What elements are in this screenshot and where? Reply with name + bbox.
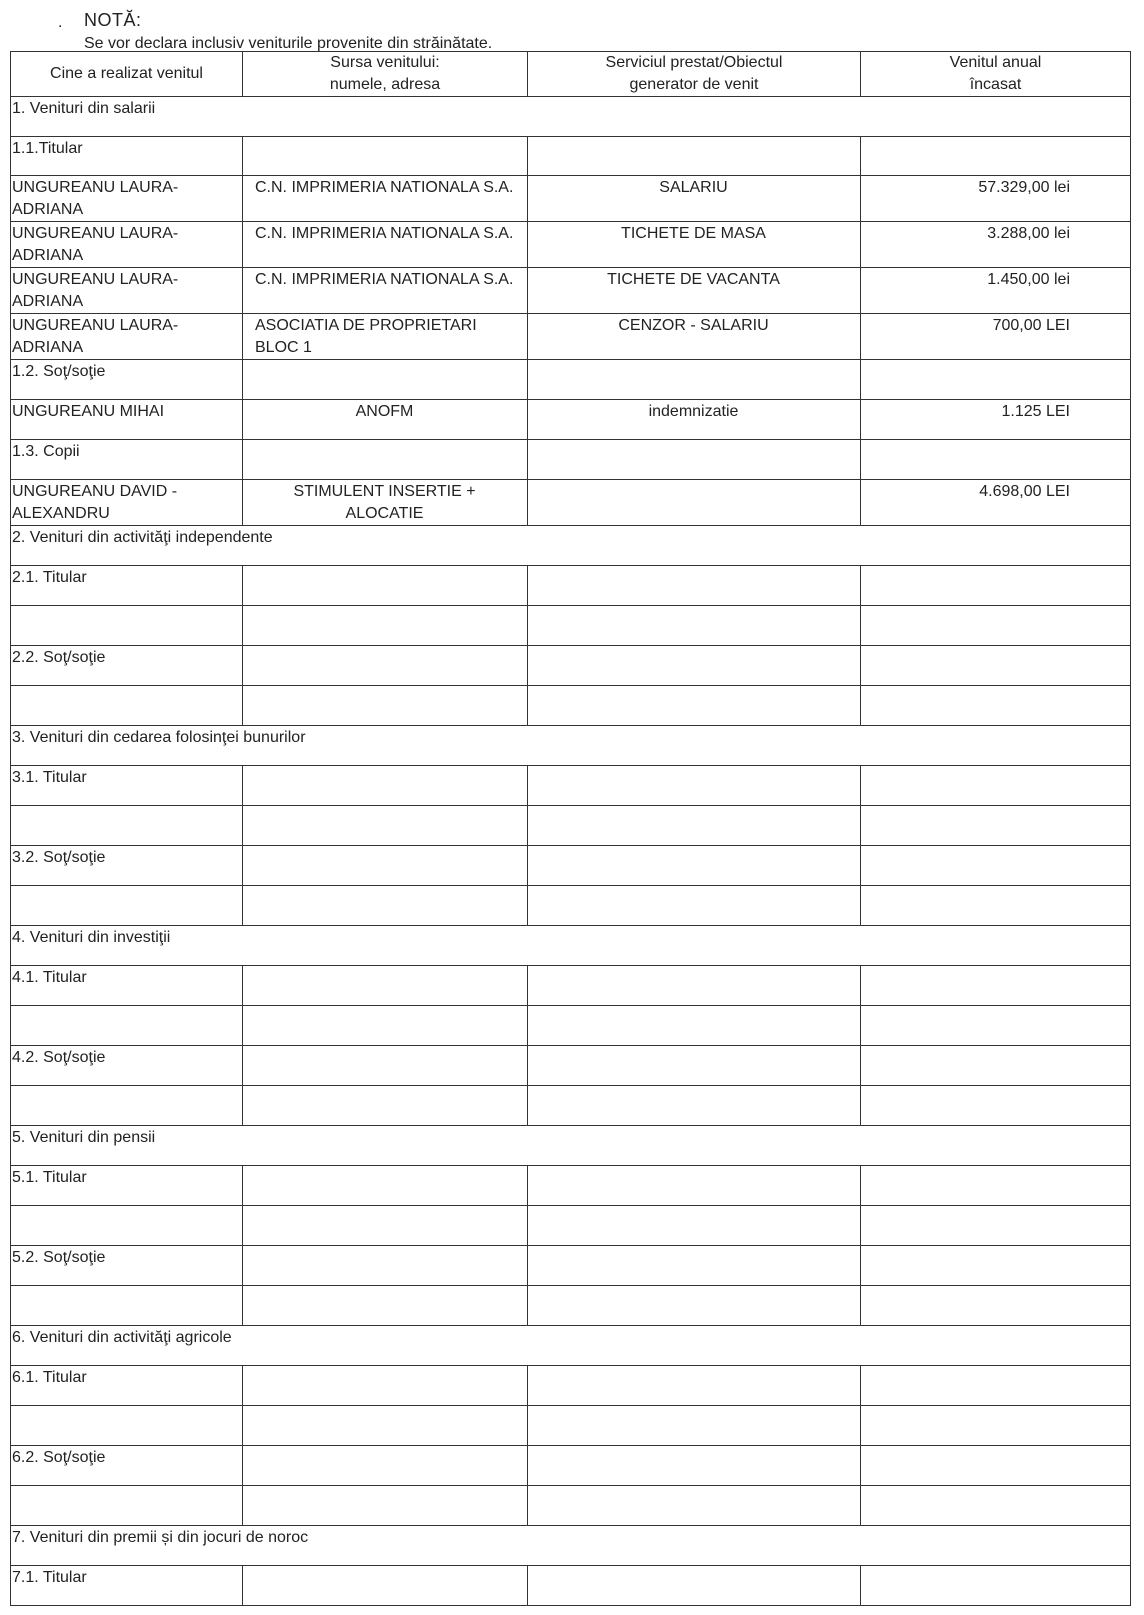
section-title: 4. Venituri din investiţii (11, 926, 1131, 966)
subsection-label: 1.2. Soţ/soţie (11, 360, 243, 400)
subsection-row (11, 566, 1131, 606)
subsection-row (11, 966, 1131, 1006)
section-title-row (11, 1126, 1131, 1166)
section-title-row (11, 97, 1131, 137)
empty-row (11, 686, 1131, 726)
who-cell: UNGUREANU DAVID - ALEXANDRU (11, 480, 243, 526)
subsection-row (11, 1046, 1131, 1086)
section-title: 7. Venituri din premii și din jocuri de noroc (11, 1526, 1131, 1566)
header-income: Venitul anual încasat (861, 52, 1131, 97)
subsection-label: 1.3. Copii (11, 440, 243, 480)
source-cell: C.N. IMPRIMERIA NATIONALA S.A. (243, 176, 528, 222)
table-header-row (11, 52, 1131, 97)
section-title-row (11, 1526, 1131, 1566)
subsection-label: 2.1. Titular (11, 566, 243, 606)
subsection-label: 2.2. Soţ/soţie (11, 646, 243, 686)
subsection-row (11, 846, 1131, 886)
section-title: 1. Venituri din salarii (11, 97, 1131, 137)
section-title: 6. Venituri din activităţi agricole (11, 1326, 1131, 1366)
note-text: Se vor declara inclusiv veniturile provenite din străinătate. (84, 35, 493, 52)
section-title-row (11, 926, 1131, 966)
empty-row (11, 1286, 1131, 1326)
table-row (11, 480, 1131, 526)
subsection-label: 3.1. Titular (11, 766, 243, 806)
subsection-label: 1.1.Titular (11, 137, 243, 176)
who-cell: UNGUREANU LAURA- ADRIANA (11, 314, 243, 360)
service-cell: indemnizatie (528, 400, 861, 440)
section-title: 3. Venituri din cedarea folosinţei bunurilor (11, 726, 1131, 766)
section-title: 2. Venituri din activităţi independente (11, 526, 1131, 566)
header-service: Serviciul prestat/Obiectul generator de venit (528, 52, 861, 97)
empty-row (11, 1086, 1131, 1126)
income-cell: 1.125 LEI (861, 400, 1131, 440)
income-cell: 1.450,00 lei (861, 268, 1131, 314)
income-cell: 57.329,00 lei (861, 176, 1131, 222)
subsection-row (11, 766, 1131, 806)
who-cell: UNGUREANU LAURA- ADRIANA (11, 222, 243, 268)
income-table (10, 51, 1131, 1606)
income-cell: 700,00 LEI (861, 314, 1131, 360)
subsection-label: 4.2. Soţ/soţie (11, 1046, 243, 1086)
table-row (11, 400, 1131, 440)
source-cell: C.N. IMPRIMERIA NATIONALA S.A. (243, 268, 528, 314)
subsection-row (11, 1246, 1131, 1286)
source-cell: ASOCIATIA DE PROPRIETARI BLOC 1 (243, 314, 528, 360)
subsection-label: 4.1. Titular (11, 966, 243, 1006)
source-cell: ANOFM (243, 400, 528, 440)
table-row (11, 176, 1131, 222)
service-cell: SALARIU (528, 176, 861, 222)
subsection-row (11, 646, 1131, 686)
empty-row (11, 1486, 1131, 1526)
income-cell: 3.288,00 lei (861, 222, 1131, 268)
source-cell: C.N. IMPRIMERIA NATIONALA S.A. (243, 222, 528, 268)
service-cell: TICHETE DE VACANTA (528, 268, 861, 314)
service-cell: CENZOR - SALARIU (528, 314, 861, 360)
who-cell: UNGUREANU MIHAI (11, 400, 243, 440)
service-cell: TICHETE DE MASA (528, 222, 861, 268)
subsection-label: 5.1. Titular (11, 1166, 243, 1206)
empty-row (11, 1006, 1131, 1046)
header-source: Sursa venitului: numele, adresa (243, 52, 528, 97)
note-title: NOTĂ: (84, 10, 142, 30)
note-bullet: . (58, 14, 63, 31)
section-title-row (11, 726, 1131, 766)
subsection-label: 6.1. Titular (11, 1366, 243, 1406)
table-row (11, 314, 1131, 360)
empty-row (11, 1206, 1131, 1246)
service-cell (528, 480, 861, 526)
subsection-row (11, 1366, 1131, 1406)
empty-row (11, 806, 1131, 846)
empty-row (11, 1406, 1131, 1446)
income-cell: 4.698,00 LEI (861, 480, 1131, 526)
subsection-row (11, 440, 1131, 480)
who-cell: UNGUREANU LAURA- ADRIANA (11, 176, 243, 222)
subsection-label: 5.2. Soţ/soţie (11, 1246, 243, 1286)
table-row (11, 268, 1131, 314)
header-who: Cine a realizat venitul (11, 52, 243, 97)
who-cell: UNGUREANU LAURA- ADRIANA (11, 268, 243, 314)
subsection-row (11, 1446, 1131, 1486)
subsection-row (11, 360, 1131, 400)
section-title: 5. Venituri din pensii (11, 1126, 1131, 1166)
section-title-row (11, 1326, 1131, 1366)
source-cell: STIMULENT INSERTIE + ALOCATIE (243, 480, 528, 526)
subsection-row (11, 1166, 1131, 1206)
subsection-row (11, 1566, 1131, 1606)
subsection-label: 3.2. Soţ/soţie (11, 846, 243, 886)
subsection-row (11, 137, 1131, 176)
section-title-row (11, 526, 1131, 566)
table-row (11, 222, 1131, 268)
subsection-label: 7.1. Titular (11, 1566, 243, 1606)
empty-row (11, 606, 1131, 646)
subsection-label: 6.2. Soţ/soţie (11, 1446, 243, 1486)
empty-row (11, 886, 1131, 926)
